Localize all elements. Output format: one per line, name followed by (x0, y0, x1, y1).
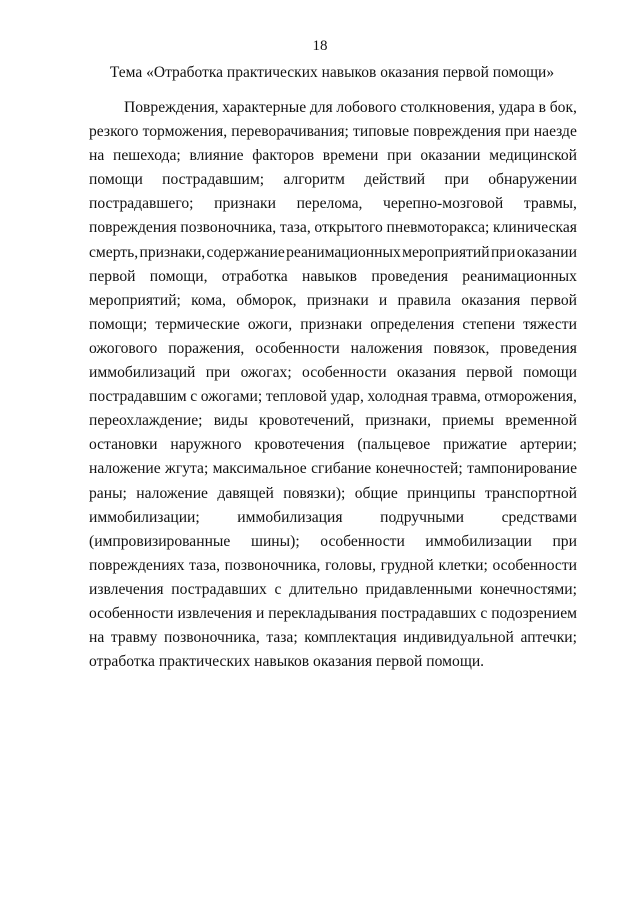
word: правила (397, 291, 452, 309)
word: (импровизированные (89, 532, 231, 550)
word: помощи, (149, 267, 208, 285)
word: конечностей; (375, 460, 463, 478)
word: бок, (549, 99, 577, 116)
word: повреждения (89, 219, 177, 237)
word: при (205, 364, 231, 382)
word: тампонирование (467, 460, 577, 478)
word: мероприятий (402, 243, 490, 261)
word: повязки); (283, 484, 346, 502)
word: пневмоторакса; (386, 219, 490, 237)
word: наложение (136, 484, 208, 502)
word: травма, (431, 388, 481, 406)
word: прижатие (443, 436, 507, 454)
word: ожогового (89, 339, 158, 357)
word: позвоночника, (180, 219, 277, 237)
word: травмы, (523, 195, 577, 213)
word: пострадавшим; (162, 171, 265, 189)
word: с (480, 604, 488, 622)
word: подручными (380, 508, 464, 526)
word: извлечения (177, 604, 253, 622)
paragraph-line (89, 578, 577, 602)
word: конечностями; (479, 580, 577, 598)
paragraph-line (89, 385, 577, 409)
paragraph-line (89, 144, 577, 168)
word: проведения (371, 267, 448, 285)
word: кровотечений, (259, 412, 355, 430)
word: признаки (306, 291, 369, 309)
word: в (538, 99, 547, 116)
word: первой (466, 364, 513, 382)
paragraph-line (89, 241, 577, 265)
word: помощи; (89, 315, 148, 333)
word: алгоритм (283, 171, 345, 189)
word: длительно (289, 580, 358, 598)
word: с (274, 580, 282, 598)
word: определения (370, 315, 455, 333)
paragraph-line (89, 361, 577, 385)
word: обморок, (236, 291, 297, 309)
word: пострадавшим (89, 388, 187, 406)
paragraph-line (89, 530, 577, 554)
paragraph-line (89, 457, 577, 481)
paragraph-line (89, 482, 577, 506)
word: проведения (500, 339, 577, 357)
paragraph-line (89, 192, 577, 216)
word: повреждениях (89, 556, 185, 574)
word: жгута; (165, 460, 209, 478)
word: оказания (461, 291, 521, 309)
word: наложение (89, 460, 161, 478)
word: при (552, 532, 577, 550)
word: пешехода; (113, 147, 181, 165)
word: навыков (302, 267, 358, 285)
word: таза, (189, 556, 221, 574)
word: особенности (255, 339, 340, 357)
word: принципы (407, 484, 476, 502)
word: с (190, 388, 198, 406)
word: и (378, 291, 388, 309)
word: клетки; (438, 556, 488, 574)
word: Повреждения, (124, 99, 219, 116)
word: медицинской (489, 147, 577, 165)
word: пострадавшего; (89, 195, 194, 213)
word: комплектация (304, 629, 397, 647)
word: черепно-мозговой (383, 195, 504, 213)
paragraph-line (89, 96, 577, 120)
word: содержание (206, 243, 285, 261)
word: при (490, 243, 516, 261)
word: влияние (189, 147, 244, 165)
word: поражения, (168, 339, 245, 357)
word: открытого (314, 219, 383, 237)
word: пострадавших (171, 580, 267, 598)
paragraph-line (89, 337, 577, 361)
word: действий (364, 171, 426, 189)
word: переохлаждение; (89, 412, 203, 430)
word: средствами (501, 508, 577, 526)
word: приемы (442, 412, 495, 430)
word: столкновения, (400, 99, 495, 116)
word: особенности (320, 532, 405, 550)
word: кома, (191, 291, 227, 309)
word: грудной (380, 556, 434, 574)
word: переворачивания; (231, 123, 349, 141)
word: особенности (89, 604, 174, 622)
word: артерии; (519, 436, 577, 454)
paragraph-line (89, 506, 577, 530)
word: иммобилизаций (89, 364, 196, 382)
word: признаки, (365, 412, 432, 430)
word: травму (110, 629, 158, 647)
word: извлечения (89, 580, 164, 598)
word: особенности (492, 556, 577, 574)
paragraph-line (89, 626, 577, 650)
word: иммобилизации (425, 532, 532, 550)
word: оказания (396, 364, 456, 382)
word: пострадавших (380, 604, 477, 622)
word: транспортной (484, 484, 577, 502)
word: на (89, 629, 105, 647)
word: обнаружении (488, 171, 577, 189)
word: наружного (170, 436, 242, 454)
word: оказании (420, 147, 481, 165)
paragraph-line (89, 168, 577, 192)
word: времени (322, 147, 379, 165)
word: типовые (353, 123, 410, 141)
word: холодная (367, 388, 428, 406)
word: ожоги, (247, 315, 293, 333)
word: перелома, (296, 195, 363, 213)
word: при (444, 171, 469, 189)
paragraph-line (89, 120, 577, 144)
word: шины); (250, 532, 300, 550)
word: и (256, 604, 265, 622)
word: иммобилизация (237, 508, 343, 526)
page-number: 18 (312, 38, 328, 54)
word: при (505, 123, 530, 141)
word: кровотечения (254, 436, 345, 454)
paragraph-line (89, 554, 577, 578)
word: тепловой (265, 388, 327, 406)
word: остановки (89, 436, 158, 454)
word: давящей (217, 484, 274, 502)
body-paragraph (89, 96, 577, 674)
word: аптечки; (520, 629, 577, 647)
word: отработка (221, 267, 288, 285)
word: ожогах; (240, 364, 292, 382)
word: придавленными (365, 580, 473, 598)
paragraph-line (89, 289, 577, 313)
word: виды (213, 412, 248, 430)
word: сгибание (311, 460, 372, 478)
word: тяжести (523, 315, 577, 333)
word: ожогами; (200, 388, 263, 406)
word: таза; (266, 629, 298, 647)
word: термические (155, 315, 240, 333)
word: лобового (336, 99, 397, 116)
word: наезде (533, 123, 577, 141)
word: признаки (214, 195, 276, 213)
word: торможения, (142, 123, 228, 141)
paragraph-line (89, 602, 577, 626)
paragraph-line (89, 409, 577, 433)
word: помощи (89, 171, 143, 189)
word: иммобилизации; (89, 508, 200, 526)
word: головы, (325, 556, 377, 574)
word: первой (530, 291, 577, 309)
paragraph-line (89, 433, 577, 457)
word: повязок, (433, 339, 490, 357)
word: на (89, 147, 105, 165)
word: при (387, 147, 412, 165)
word: (пальцевое (357, 436, 431, 454)
paragraph-line: отработка практических навыков оказания первой помощи. (89, 653, 485, 671)
word: индивидуальной (403, 629, 514, 647)
word: клиническая (493, 219, 577, 237)
word: реанимационных (462, 267, 577, 285)
word: реанимационных (286, 243, 401, 261)
word: общие (354, 484, 398, 502)
word: временной (505, 412, 577, 430)
word: помощи (523, 364, 577, 382)
word: позвоночника, (163, 629, 260, 647)
word: удар, (330, 388, 364, 406)
word: факторов (252, 147, 315, 165)
word: особенности (302, 364, 387, 382)
word: удара (498, 99, 535, 116)
word: характерные (222, 99, 307, 116)
paragraph-line (89, 216, 577, 240)
word: перекладывания (268, 604, 377, 622)
word: первой (89, 267, 136, 285)
word: отморожения, (484, 388, 577, 406)
word: раны; (89, 484, 127, 502)
word: максимальное (212, 460, 307, 478)
word: повреждения (413, 123, 501, 141)
word: оказании (516, 243, 577, 261)
word: мероприятий; (89, 291, 181, 309)
topic-title: Тема «Отработка практических навыков оказания первой помощи» (109, 64, 555, 81)
word: наложения (350, 339, 423, 357)
word: подозрением (491, 604, 577, 622)
paragraph-line (89, 313, 577, 337)
paragraph-line (89, 265, 577, 289)
word: для (309, 99, 333, 116)
word: степени (462, 315, 516, 333)
word: позвоночника, (224, 556, 321, 574)
word: признаки (300, 315, 363, 333)
word: признаки, (139, 243, 206, 261)
word: смерть, (89, 243, 139, 261)
word: резкого (89, 123, 139, 141)
word: таза, (279, 219, 311, 237)
